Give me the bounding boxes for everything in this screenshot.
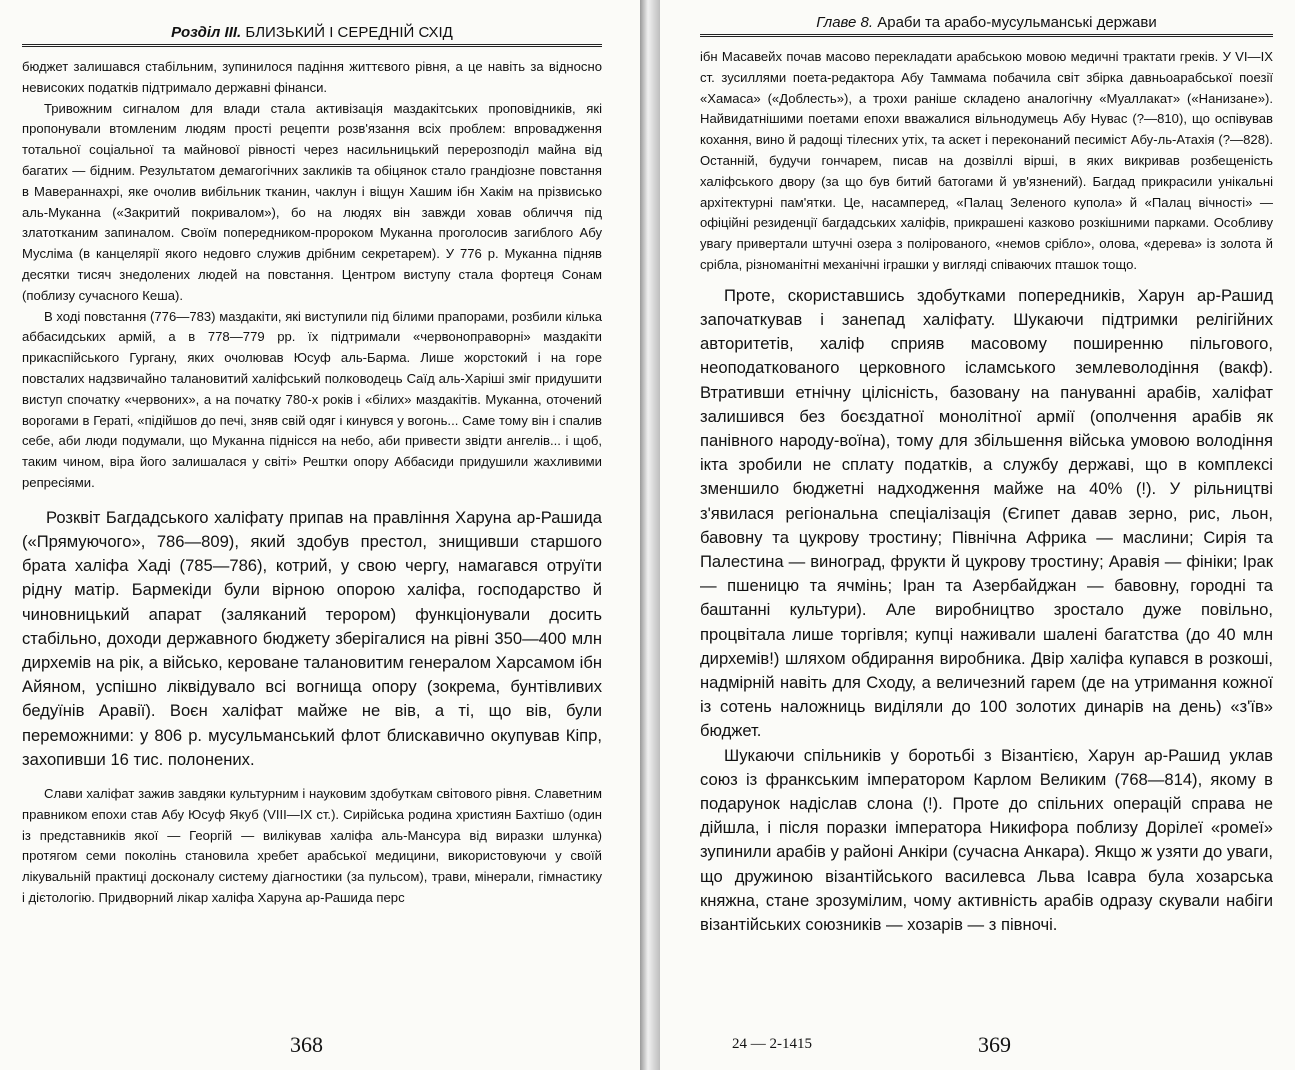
- right-paragraph-3: Шукаючи спільників у боротьбі з Візантією, Харун ар-Рашид уклав союз із франкським імператором Карлом Великим (768—814), якому в подарунок надіслав слона (!). Проте до спільних операцій справа не дійшла, і після поразки імператора Никифора поблизу Дорілеї «ромеї» зупинили арабів у районі Анкіри (сучасна Анкара). Якщо ж узяти до уваги, що дружиною візантійського василевса Льва Ісавра була хозарська княжна, стане зрозумілим, чому активність арабів одразу скували набіги візантійських союзників — хозарів — з півночі.: [700, 745, 1273, 935]
- right-page-number: 369: [978, 1032, 1011, 1057]
- printer-signature: 24 — 2-1415: [732, 1036, 812, 1052]
- left-paragraph-2: Тривожним сигналом для влади стала активізація маздакітських проповідників, які пропонували втомленим людям прості рецепти розв'язання всіх проблем: впровадження тотальної соціальної та майнової рівності через насильницький перерозподіл майна від багатих — бідним. Результатом демагогічних закликів та обіцянок стало грандіозне повстання в Мавераннахрі, яке очолив вибільник тканин, чаклун і віщун Хашим ібн Хакім на прізвисько аль-Муканна («Закритий покривалом»), бо на людях він завжди ховав обличчя під златотканим запиналом. Своїм попередником-пророком Муканна проголосив загиблого Абу Мусліма (в канцелярії якого недовго служив дрібним секретарем). У 776 р. Муканна підняв десятки тисяч знедолених людей на повстання. Центром виступу стала фортеця Сонам (поблизу сучасного Кеша).: [22, 100, 602, 303]
- left-running-head-text: БЛИЗЬКИЙ І СЕРЕДНІЙ СХІД: [241, 24, 453, 41]
- left-page-number: 368: [290, 1032, 323, 1057]
- right-paragraph-2: Проте, скориставшись здобутками попередників, Харун ар-Рашид започаткував і занепад халіфату. Шукаючи підтримки релігійних авторитетів, халіф сприяв масовому поширенню пільгового, неоподаткованого церковного ісламського землеволодіння (вакф). Втративши етнічну цілісність, базовану на пануванні арабів, халіфат залишився без боєздатної монолітної армії (ополчення арабів як панівного народу-воїна), тому для збільшення війська умовою володіння ікта зробили не сплату податків, а службу державі, що в комплексі зменшило бюджетні надходження майже на 40% (!). У рільництві з'явилася регіональна спеціалізація (Єгипет давав зерно, рис, льон, бавовну та цукрову тростину; Північна Африка — маслини; Сирія та Палестина — виноград, фрукти й цукрову тростину; Аравія — фініки; Ірак — пшеницю та ячмінь; Іран та Азербайджан — бавовну, городні та баштанні культури). Але виробництво зростало дуже повільно, процвітала лише торгівля; купці наживали шалені багатства (до 40 млн дирхемів!) шляхом обдирання виробника. Двір халіфа купався в розкоші, надмірній навіть для Сходу, а величезний гарем (де на утримання кожної із сотень наложниць виділяли до 100 золотих динарів на день) «з'їв» бюджет.: [700, 285, 1273, 741]
- left-running-head: [22, 24, 602, 47]
- right-running-head: [700, 14, 1273, 37]
- left-paragraph-3: В ході повстання (776—783) маздакіти, які виступили під білими прапорами, розбили кілька аббасидських армій, а в 778—779 рр. їх підтримали «червоноправорні» маздакіти прикаспійського Гургану, яких очолював Юсуф аль-Барма. Лише жорстокий і на горе повсталих надзвичайно талановитий халіфський полководець Саїд аль-Харіші зміг придушити виступ спочатку «червоних», а на початку 780-х років і «білих» маздакітів. Муканна, оточений ворогами в Гераті, «підійшов до печі, зняв свій одяг і кинувся у вогонь... Саме тому він і спалив себе, аби люди подумали, що Муканна піднісся на небо, аби привести звідти ангелів... і щоб, таким чином, віра його залишалася у світі» Рештки опору Аббасиди придушили жахливими репресіями.: [22, 308, 602, 490]
- left-running-head-bold: Розділ III.: [171, 24, 242, 41]
- left-paragraph-1: бюджет залишався стабільним, зупинилося падіння життєвого рівня, а це навіть за відносно невисоких податків підтримало державні фінанси.: [22, 59, 602, 95]
- left-paragraph-4: Розквіт Багдадського халіфату припав на правління Харуна ар-Рашида («Прямуючого», 786—809), який здобув престол, знищивши старшого брата халіфа Хаді (785—786), котрий, у свою чергу, намагався отруїти рідну матір. Бармекіди були вірною опорою халіфа, господарство й чиновницький апарат (заляканий терором) функціонували досить стабільно, доходи державного бюджету зберігалися на рівні 350—400 млн дирхемів на рік, а військо, кероване талановитим генералом Харсамом ібн Айяном, успішно ліквідувало всі вогнища опору (зокрема, бунтівливих бедуїнів Аравії). Воєн халіфат майже не вів, а ті, що вів, були переможними: у 806 р. мусульманський флот блискавично окупував Кіпр, захопивши 16 тис. полонених.: [22, 507, 602, 769]
- book-gutter: [640, 0, 660, 1070]
- right-page: [660, 0, 1295, 1070]
- left-paragraph-5: Слави халіфат зажив завдяки культурним і науковим здобуткам світового рівня. Славетним правником епохи став Абу Юсуф Якуб (VIII—IX ст.). Сирійська родина християн Бахтішо (один із представників якої — Георгій — вилікував халіфа аль-Мансура від виразки шлунка) протягом семи поколінь становила хребет арабської медицини, використовуючи у своїй лікувальній практиці досконалу систему діагностики (за пульсом), трави, мінерали, гімнастику і дієтологію. Придворний лікар халіфа Харуна ар-Рашида перс: [22, 785, 602, 905]
- right-running-head-text: Араби та арабо-мусульманські держави: [873, 14, 1157, 31]
- right-running-head-italic: Главе 8.: [816, 14, 874, 31]
- left-page: [0, 0, 640, 1070]
- right-paragraph-1: ібн Масавейх почав масово перекладати арабською мовою медичні трактати греків. У VI—IX ст. зусиллями поета-редактора Абу Таммама побачила світ збірка давньоарабської поезії «Хамаса» («Доблесть»), а трохи раніше складено аналогічну «Муаллакат» («Нанизане»). Найвидатнішими поетами епохи вважалися вільнодумець Абу Нувас (?—810), що оспівував кохання, вино й радощі тілесних утіх, та аскет і переконаний песиміст Абу-ль-Атахія (?—828). Останній, будучи гончарем, писав на дозвіллі вірші, в яких викривав розбещеність халіфського двору (за що був битий батогами й ув'язнений). Багдад прикрасили унікальні архітектурні пам'ятки. Це, насамперед, «Палац Зеленого купола» й «Палац вічності» — офіційні резиденції багдадських халіфів, прикрашені казково розкішними парками. Особливу увагу привертали штучні озера з полірованого, «немов срібло», олова, «дерева» із золота й срібла, різноманітні механічні іграшки у вигляді співаючих пташок тощо.: [700, 49, 1273, 272]
